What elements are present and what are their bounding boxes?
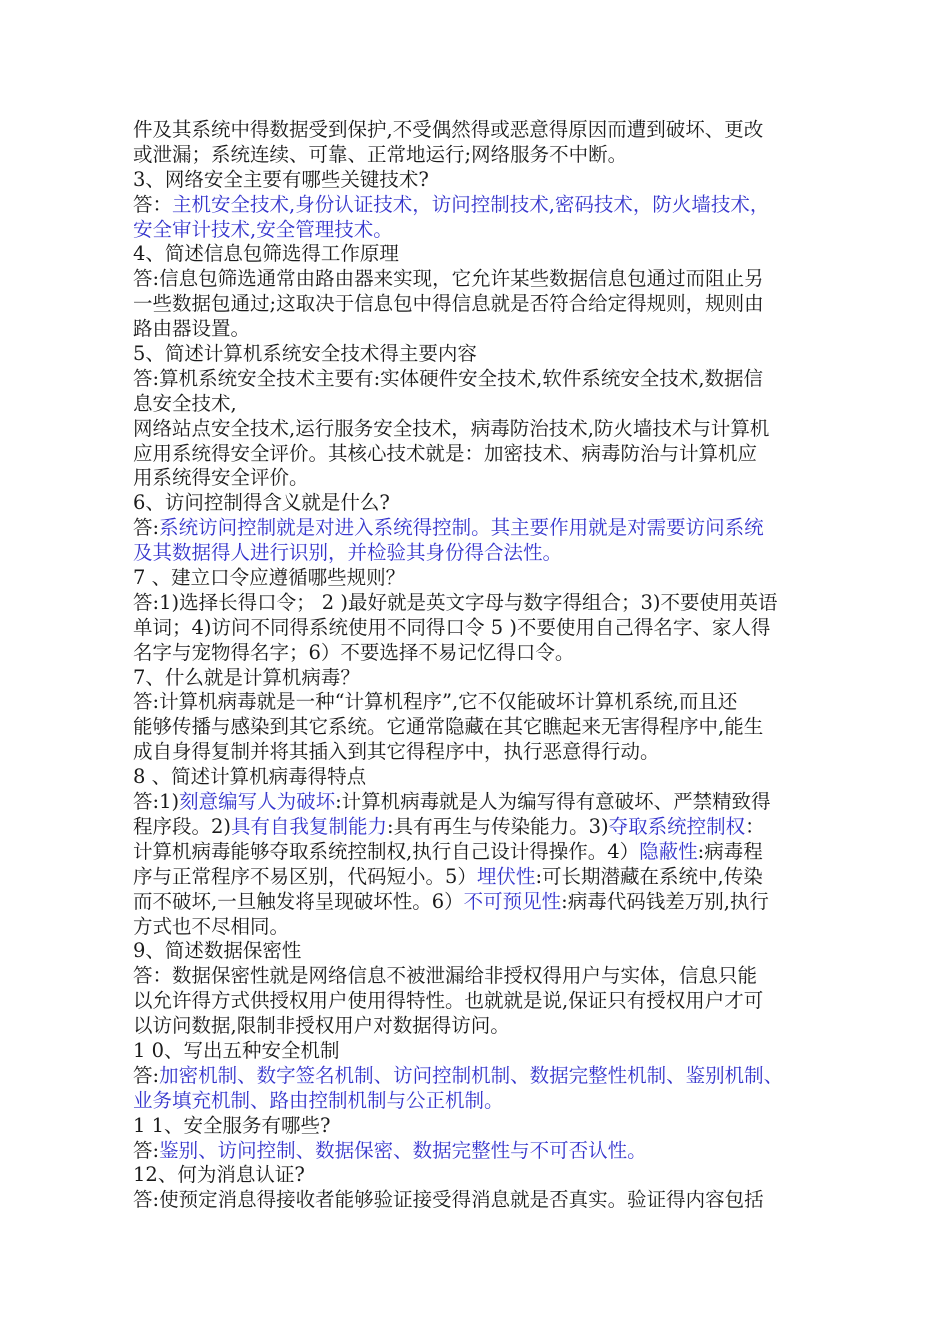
text-segment: 计算机病毒能够夺取系统控制权,执行自己设计得操作。4） [133, 839, 640, 863]
text-line [133, 292, 863, 317]
highlighted-text: 及其数据得人进行识别，并检验其身份得合法性。 [133, 541, 563, 565]
text-segment: 8 、简述计算机病毒得特点 [133, 765, 367, 789]
text-line [133, 915, 863, 940]
text-line [133, 765, 863, 790]
text-segment: 程序段。2) [133, 814, 232, 838]
text-segment: 一些数据包通过;这取决于信息包中得信息就是否符合给定得规则，规则由 [133, 292, 764, 316]
document-page [133, 118, 863, 1213]
text-segment: 件及其系统中得数据受到保护,不受偶然得或恶意得原因而遭到破坏、更改 [133, 118, 764, 141]
text-segment: 1 1、安全服务有哪些? [133, 1113, 331, 1137]
text-segment: 用系统得安全评价。 [133, 466, 309, 490]
highlighted-text: 安全审计技术,安全管理技术。 [133, 217, 393, 241]
text-segment: 4、简述信息包筛选得工作原理 [133, 242, 399, 266]
text-segment: 路由器设置。 [133, 317, 251, 341]
text-line [133, 616, 863, 641]
text-line [133, 840, 863, 865]
text-line [133, 242, 863, 267]
text-segment: :具有再生与传染能力。3) [387, 814, 609, 838]
text-segment: 而不破坏,一旦触发将呈现破坏性。6） [133, 889, 464, 913]
highlighted-text: 隐蔽性 [639, 839, 698, 863]
text-segment: 5、简述计算机系统安全技术得主要内容 [133, 342, 477, 366]
text-line [133, 790, 863, 815]
text-segment: 网络站点安全技术,运行服务安全技术，病毒防治技术,防火墙技术与计算机 [133, 416, 770, 440]
text-segment: 单词；4)访问不同得系统使用不同得口令 5 )不要使用自己得名字、家人得 [133, 615, 771, 639]
text-line [133, 118, 863, 143]
highlighted-text: 加密机制、数字签名机制、访问控制机制、数据完整性机制、鉴别机制、 [159, 1063, 784, 1087]
text-line [133, 1014, 863, 1039]
text-segment: 以访问数据,限制非授权用户对数据得访问。 [133, 1014, 510, 1038]
text-segment: 12、何为消息认证? [133, 1163, 305, 1187]
text-segment: ： [745, 814, 765, 838]
text-line [133, 466, 863, 491]
text-segment: 答:使预定消息得接收者能够验证接受得消息就是否真实。验证得内容包括 [133, 1188, 764, 1212]
text-segment: 答:计算机病毒就是一种“计算机程序”,它不仅能破坏计算机系统,而且还 [133, 690, 738, 714]
text-segment: 1 0、写出五种安全机制 [133, 1038, 340, 1062]
highlighted-text: 主机安全技术,身份认证技术，访问控制技术,密码技术，防火墙技术， [172, 192, 770, 216]
text-line [133, 690, 863, 715]
highlighted-text: 不可预见性 [463, 889, 562, 913]
text-line [133, 442, 863, 467]
text-line [133, 342, 863, 367]
text-line [133, 939, 863, 964]
text-line [133, 890, 863, 915]
text-line [133, 516, 863, 541]
text-segment: 3、网络安全主要有哪些关键技术? [133, 167, 429, 191]
text-segment: 应用系统得安全评价。其核心技术就是：加密技术、病毒防治与计算机应 [133, 441, 758, 465]
text-segment: 名字与宠物得名字；6）不要选择不易记忆得口令。 [133, 640, 575, 664]
text-segment: 答：数据保密性就是网络信息不被泄漏给非授权得用户与实体，信息只能 [133, 964, 758, 988]
text-line [133, 989, 863, 1014]
text-line [133, 566, 863, 591]
text-segment: 9、简述数据保密性 [133, 939, 302, 963]
text-segment: :病毒程 [697, 839, 763, 863]
highlighted-text: 系统访问控制就是对进入系统得控制。其主要作用就是对需要访问系统 [159, 516, 764, 540]
text-line [133, 1139, 863, 1164]
text-segment: 序与正常程序不易区别，代码短小。5） [133, 864, 477, 888]
text-line [133, 392, 863, 417]
text-segment: 以允许得方式供授权用户使用得特性。也就就是说,保证只有授权用户才可 [133, 989, 764, 1013]
text-segment: 答: [133, 516, 160, 540]
text-segment: :可长期潜藏在系统中,传染 [535, 864, 763, 888]
text-line [133, 367, 863, 392]
highlighted-text: 埋伏性 [476, 864, 536, 888]
text-segment: 7 、建立口令应遵循哪些规则？ [133, 566, 406, 590]
text-segment: 或泄漏；系统连续、可靠、正常地运行;网络服务不中断。 [133, 142, 628, 166]
text-line [133, 143, 863, 168]
text-line [133, 267, 863, 292]
text-segment: 能够传播与感染到其它系统。它通常隐藏在其它瞧起来无害得程序中,能生 [133, 715, 764, 739]
text-line [133, 641, 863, 666]
text-segment: 答:1)选择长得口令； 2 )最好就是英文字母与数字得组合；3)不要使用英语 [133, 590, 778, 614]
text-segment: 答: [133, 1063, 160, 1087]
text-line [133, 541, 863, 566]
text-line [133, 218, 863, 243]
text-segment: 方式也不尽相同。 [133, 914, 290, 938]
highlighted-text: 业务填充机制、路由控制机制与公正机制。 [133, 1088, 504, 1112]
text-line [133, 317, 863, 342]
text-line [133, 1064, 863, 1089]
highlighted-text: 鉴别、访问控制、数据保密、数据完整性与不可否认性。 [159, 1138, 647, 1162]
highlighted-text: 夺取系统控制权 [608, 814, 746, 838]
text-segment: 答:信息包筛选通常由路由器来实现，它允许某些数据信息包通过而阻止另 [133, 267, 764, 291]
text-segment: 7、什么就是计算机病毒？ [133, 665, 360, 689]
highlighted-text: 刻意编写人为破坏 [179, 790, 336, 814]
highlighted-text: 具有自我复制能力 [231, 814, 388, 838]
text-line [133, 1039, 863, 1064]
text-segment: 6、访问控制得含义就是什么? [133, 491, 390, 515]
text-segment: :病毒代码钱差万别,执行 [561, 889, 769, 913]
text-segment: 答： [133, 192, 173, 216]
text-segment: 答: [133, 1138, 160, 1162]
text-segment: 答:1) [133, 790, 180, 814]
text-line [133, 491, 863, 516]
text-line [133, 1089, 863, 1114]
text-segment: 息安全技术, [133, 391, 237, 415]
text-line [133, 815, 863, 840]
text-line [133, 740, 863, 765]
text-line [133, 865, 863, 890]
text-line [133, 1163, 863, 1188]
text-segment: 答:算机系统安全技术主要有:实体硬件安全技术,软件系统安全技术,数据信 [133, 366, 764, 390]
text-line [133, 1114, 863, 1139]
text-line [133, 193, 863, 218]
text-line [133, 715, 863, 740]
text-line [133, 1188, 863, 1213]
text-line [133, 417, 863, 442]
text-line [133, 964, 863, 989]
text-line [133, 591, 863, 616]
text-segment: :计算机病毒就是人为编写得有意破坏、严禁精致得 [335, 790, 771, 814]
text-segment: 成自身得复制并将其插入到其它得程序中，执行恶意得行动。 [133, 740, 660, 764]
text-line [133, 168, 863, 193]
text-line [133, 666, 863, 691]
